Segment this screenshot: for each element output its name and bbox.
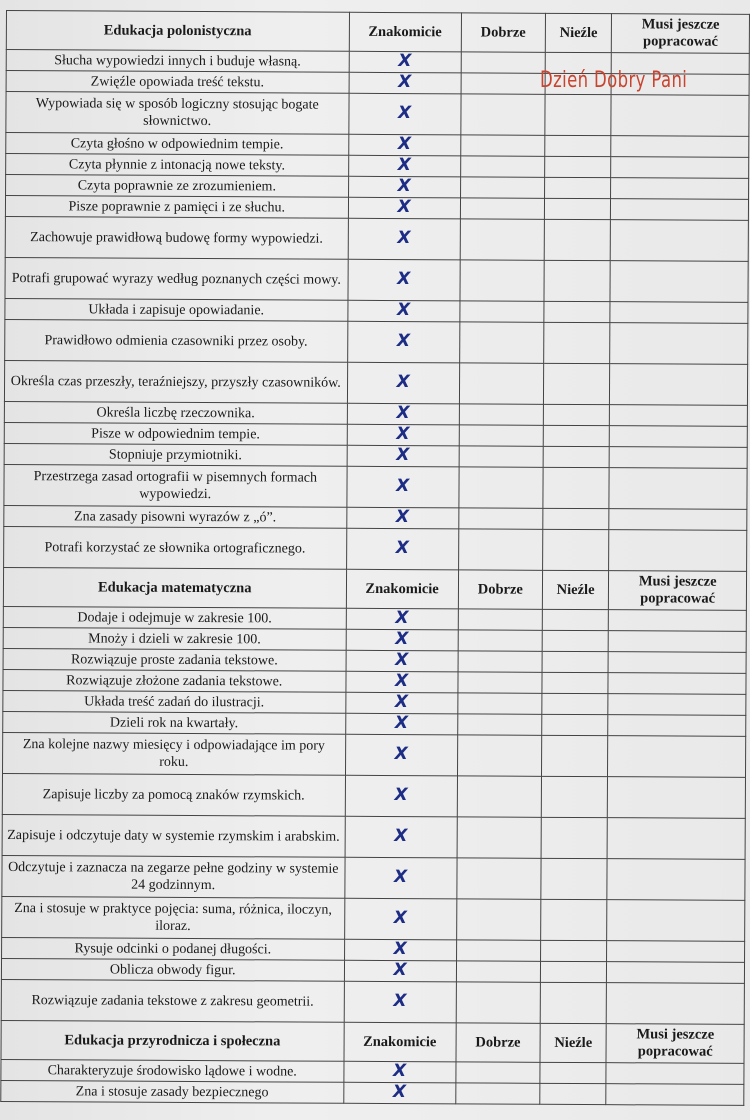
- grade-cell: [460, 219, 544, 260]
- grade-cell: [459, 363, 543, 404]
- skill-text: Czyta poprawnie ze zrozumieniem.: [6, 175, 349, 198]
- grade-cell: [460, 177, 544, 198]
- skill-text: Zachowuje prawidłową budowę formy wypowiedzi.: [5, 216, 348, 259]
- table-row: [2, 773, 745, 818]
- grade-cell: [460, 301, 544, 322]
- check-mark: X: [396, 424, 410, 445]
- check-mark: X: [393, 867, 408, 888]
- grade-cell: [610, 447, 748, 469]
- check-mark: X: [397, 269, 411, 290]
- check-mark: X: [398, 72, 412, 93]
- column-header: Dobrze: [461, 13, 545, 52]
- grade-cell: [347, 321, 459, 363]
- grade-cell: [543, 404, 610, 425]
- grade-cell: [346, 650, 458, 672]
- grade-cell: [461, 52, 545, 73]
- table-row: [2, 855, 745, 900]
- grade-cell: [460, 156, 544, 177]
- grade-cell: [344, 981, 456, 1023]
- grade-cell: [544, 198, 611, 219]
- skill-text: Oblicza obwody figur.: [1, 958, 344, 981]
- grade-cell: [541, 776, 608, 817]
- grade-cell: [541, 899, 608, 940]
- grade-cell: [347, 403, 459, 425]
- grade-cell: [540, 982, 607, 1023]
- grade-cell: [456, 982, 540, 1023]
- check-mark: X: [396, 372, 410, 393]
- table-row: [4, 360, 747, 405]
- grade-cell: [347, 300, 459, 322]
- grade-cell: [456, 940, 540, 961]
- check-mark: X: [398, 51, 412, 72]
- column-header: Dobrze: [456, 1023, 540, 1062]
- grade-cell: [611, 157, 749, 179]
- table-row: [2, 814, 745, 859]
- grade-cell: [608, 777, 746, 819]
- grade-cell: [345, 692, 457, 714]
- grade-cell: [457, 858, 541, 899]
- grade-cell: [609, 509, 747, 531]
- check-mark: X: [395, 608, 409, 629]
- skill-text: Prawidłowo odmienia czasowniki przez osoby.: [5, 319, 348, 362]
- grade-cell: [540, 961, 607, 982]
- skill-text: Zna i stosuje zasady bezpiecznego: [1, 1080, 344, 1103]
- grade-cell: [347, 445, 459, 467]
- grade-cell: [458, 693, 542, 714]
- skill-text: Rozwiązuje złożone zadania tekstowe.: [3, 669, 346, 692]
- grade-cell: [459, 425, 543, 446]
- table-row: [5, 216, 748, 261]
- check-mark: X: [395, 629, 409, 650]
- table-row: [2, 896, 745, 941]
- check-mark: X: [392, 1061, 407, 1082]
- skill-text: Rozwiązuje zadania tekstowe z zakresu geometrii.: [1, 979, 344, 1022]
- grade-cell: [544, 219, 611, 260]
- check-mark: X: [393, 908, 407, 929]
- grade-cell: [457, 735, 541, 776]
- grade-cell: [544, 322, 611, 363]
- grade-cell: [607, 941, 745, 963]
- grade-cell: [543, 446, 610, 467]
- check-mark: X: [396, 445, 410, 466]
- grade-cell: [458, 529, 542, 570]
- check-mark: X: [397, 176, 411, 197]
- skill-text: Pisze poprawnie z pamięci i ze słuchu.: [5, 196, 348, 219]
- section-title: Edukacja przyrodnicza i społeczna: [1, 1020, 344, 1061]
- skill-text: Charakteryzuje środowisko lądowe i wodne.: [1, 1059, 344, 1082]
- skill-text: Czyta płynnie z intonacją nowe teksty.: [6, 154, 349, 177]
- grade-cell: [348, 259, 460, 301]
- grade-cell: [459, 446, 543, 467]
- table-row: [1, 1080, 744, 1105]
- grade-cell: [348, 93, 460, 135]
- skill-text: Zna zasady pisowni wyrazów z „ó”.: [4, 505, 347, 528]
- grade-cell: [543, 363, 610, 404]
- grade-cell: [346, 608, 458, 630]
- section-header: [1, 1020, 744, 1063]
- check-mark: X: [395, 538, 409, 559]
- skill-text: Pisze w odpowiednim tempie.: [4, 422, 347, 445]
- grade-cell: [542, 693, 609, 714]
- grade-cell: [460, 198, 544, 219]
- skill-text: Wypowiada się w sposób logiczny stosując bogate słownictwo.: [6, 92, 349, 135]
- grade-cell: [459, 508, 543, 529]
- grade-cell: [542, 529, 609, 570]
- grade-cell: [542, 651, 609, 672]
- grade-cell: [344, 898, 456, 940]
- watermark: Dzień Dobry Pani: [540, 68, 688, 93]
- grade-cell: [541, 817, 608, 858]
- grade-cell: [346, 629, 458, 651]
- skill-text: Czyta głośno w odpowiednim tempie.: [6, 133, 349, 156]
- check-mark: X: [394, 713, 409, 734]
- section-title: Edukacja matematyczna: [3, 567, 346, 608]
- skill-text: Rysuje odcinki o podanej długości.: [2, 937, 345, 960]
- grade-cell: [610, 302, 748, 324]
- column-header: Nieźle: [540, 1023, 607, 1062]
- section-title: Edukacja polonistyczna: [6, 11, 349, 52]
- grade-cell: [459, 404, 543, 425]
- skill-text: Zapisuje i odczytuje daty w systemie rzymskim i arabskim.: [2, 814, 345, 857]
- grade-cell: [456, 1083, 540, 1104]
- grade-cell: [543, 425, 610, 446]
- grade-cell: [348, 176, 460, 198]
- grade-cell: [346, 507, 458, 529]
- table-row: [3, 732, 746, 777]
- skill-text: Zwięźle opowiada treść tekstu.: [6, 71, 349, 94]
- grade-cell: [459, 467, 543, 508]
- grade-cell: [611, 220, 749, 262]
- check-mark: X: [394, 744, 408, 765]
- check-mark: X: [393, 939, 407, 960]
- grade-cell: [345, 816, 457, 858]
- grade-cell: [608, 736, 746, 778]
- grade-cell: [345, 713, 457, 735]
- check-mark: X: [396, 476, 410, 497]
- grade-cell: [611, 95, 749, 137]
- skill-text: Rozwiązuje proste zadania tekstowe.: [3, 648, 346, 671]
- grade-cell: [542, 714, 609, 735]
- grade-cell: [456, 899, 540, 940]
- grade-cell: [608, 694, 746, 716]
- check-mark: X: [395, 671, 409, 692]
- skill-text: Określa czas przeszły, teraźniejszy, przyszły czasowników.: [4, 360, 347, 403]
- skill-text: Odczytuje i zaznacza na zegarze pełne godziny w systemie 24 godzinnym.: [2, 855, 345, 898]
- grade-cell: [540, 1062, 607, 1083]
- check-mark: X: [394, 692, 409, 713]
- grade-cell: [610, 405, 748, 427]
- grade-cell: [346, 466, 458, 508]
- grade-cell: [607, 859, 745, 901]
- grade-cell: [344, 857, 456, 899]
- grade-cell: [542, 672, 609, 693]
- grade-cell: [544, 177, 611, 198]
- grade-cell: [610, 323, 748, 365]
- check-mark: X: [396, 403, 410, 424]
- table-row: [5, 319, 748, 364]
- grade-cell: [344, 960, 456, 982]
- check-mark: X: [396, 300, 411, 321]
- grade-cell: [544, 260, 611, 301]
- grade-cell: [347, 362, 459, 404]
- grade-cell: [343, 1082, 455, 1104]
- table-row: [1, 979, 744, 1024]
- grade-cell: [607, 962, 745, 984]
- check-mark: X: [396, 331, 411, 352]
- grade-cell: [608, 715, 746, 737]
- grade-cell: [456, 1062, 540, 1083]
- grade-cell: [545, 135, 612, 156]
- table-row: [6, 92, 749, 137]
- skill-text: Określa liczbę rzeczownika.: [4, 401, 347, 424]
- skill-text: Dodaje i odejmuje w zakresie 100.: [3, 606, 346, 629]
- check-mark: X: [392, 1082, 407, 1103]
- grade-cell: [458, 609, 542, 630]
- grade-cell: [609, 631, 747, 653]
- grade-cell: [343, 1061, 455, 1083]
- grade-cell: [347, 424, 459, 446]
- section-header: [3, 567, 746, 610]
- check-mark: X: [397, 103, 412, 124]
- grade-cell: [348, 197, 460, 219]
- grade-cell: [345, 671, 457, 693]
- grade-cell: [610, 261, 748, 303]
- check-mark: X: [393, 991, 407, 1012]
- grade-cell: [344, 939, 456, 961]
- grade-cell: [460, 260, 544, 301]
- grade-cell: [458, 651, 542, 672]
- grade-cell: [461, 73, 545, 94]
- grade-cell: [610, 364, 748, 406]
- skill-text: Przestrzega zasad ortografii w pisemnych formach wypowiedzi.: [4, 464, 347, 507]
- grade-cell: [608, 673, 746, 695]
- grade-cell: [458, 672, 542, 693]
- grade-cell: [459, 322, 543, 363]
- check-mark: X: [394, 826, 408, 847]
- skill-text: Potrafi grupować wyrazy według poznanych części mowy.: [5, 257, 348, 300]
- grade-cell: [608, 652, 746, 674]
- grade-cell: [543, 508, 610, 529]
- table-row: [5, 257, 748, 302]
- column-header: Znakomicie: [349, 12, 461, 52]
- grade-cell: [460, 135, 544, 156]
- skill-text: Mnoży i dzieli w zakresie 100.: [3, 627, 346, 650]
- grade-cell: [461, 94, 545, 135]
- grades-table: [0, 10, 750, 1106]
- skill-text: Dzieli rok na kwartały.: [3, 711, 346, 734]
- table-row: [4, 464, 747, 509]
- column-header: Znakomicie: [344, 1022, 456, 1062]
- check-mark: X: [397, 197, 411, 218]
- skill-text: Stopniuje przymiotniki.: [4, 443, 347, 466]
- grade-cell: [545, 94, 612, 135]
- skill-text: Potrafi korzystać ze słownika ortograficznego.: [4, 526, 347, 569]
- grade-cell: [349, 51, 461, 73]
- grade-cell: [541, 735, 608, 776]
- section-header: [6, 11, 749, 54]
- grade-cell: [345, 775, 457, 817]
- grade-cell: [542, 609, 609, 630]
- grade-cell: [609, 530, 747, 572]
- grade-cell: [606, 1063, 744, 1085]
- column-header: Musi jeszcze popracować: [606, 1024, 744, 1064]
- grade-cell: [545, 156, 612, 177]
- grade-cell: [606, 1084, 744, 1106]
- column-header: Nieźle: [542, 570, 609, 609]
- grade-cell: [607, 818, 745, 860]
- grade-cell: [542, 630, 609, 651]
- grade-cell: [609, 610, 747, 632]
- check-mark: X: [395, 650, 409, 671]
- skill-text: Zna kolejne nazwy miesięcy i odpowiadające im pory roku.: [3, 732, 346, 775]
- grade-cell: [607, 900, 745, 942]
- grade-cell: [540, 940, 607, 961]
- grade-cell: [544, 301, 611, 322]
- check-mark: X: [393, 960, 407, 981]
- skill-text: Układa i zapisuje opowiadanie.: [5, 298, 348, 321]
- grade-cell: [541, 858, 608, 899]
- check-mark: X: [394, 785, 408, 806]
- column-header: Znakomicie: [346, 569, 458, 609]
- grade-cell: [457, 817, 541, 858]
- grade-cell: [348, 218, 460, 260]
- skill-text: Słucha wypowiedzi innych i buduje własną.: [6, 50, 349, 73]
- grade-cell: [346, 528, 458, 570]
- grade-cell: [348, 155, 460, 177]
- grade-cell: [348, 134, 460, 156]
- grade-cell: [456, 961, 540, 982]
- table-row: [4, 526, 747, 571]
- column-header: Musi jeszcze popracować: [609, 571, 747, 611]
- column-header: Dobrze: [458, 570, 542, 609]
- skill-text: Zapisuje liczby za pomocą znaków rzymskich.: [2, 773, 345, 816]
- check-mark: X: [397, 134, 412, 155]
- grade-cell: [457, 776, 541, 817]
- grade-cell: [345, 734, 457, 776]
- grade-cell: [611, 136, 749, 158]
- check-mark: X: [397, 155, 411, 176]
- skill-text: Zna i stosuje w praktyce pojęcia: suma, różnica, iloczyn, iloraz.: [2, 896, 345, 939]
- grade-cell: [611, 178, 749, 200]
- grade-cell: [609, 468, 747, 510]
- column-header: Nieźle: [545, 13, 612, 52]
- grade-cell: [610, 426, 748, 448]
- check-mark: X: [397, 228, 411, 249]
- grade-cell: [540, 1083, 607, 1104]
- check-mark: X: [395, 507, 410, 528]
- grade-cell: [458, 630, 542, 651]
- grade-cell: [543, 467, 610, 508]
- grade-cell: [611, 199, 749, 221]
- grade-cell: [607, 983, 745, 1025]
- column-header: Musi jeszcze popracować: [612, 14, 750, 54]
- grade-cell: [349, 72, 461, 94]
- skill-text: Układa treść zadań do ilustracji.: [3, 690, 346, 713]
- grade-cell: [457, 714, 541, 735]
